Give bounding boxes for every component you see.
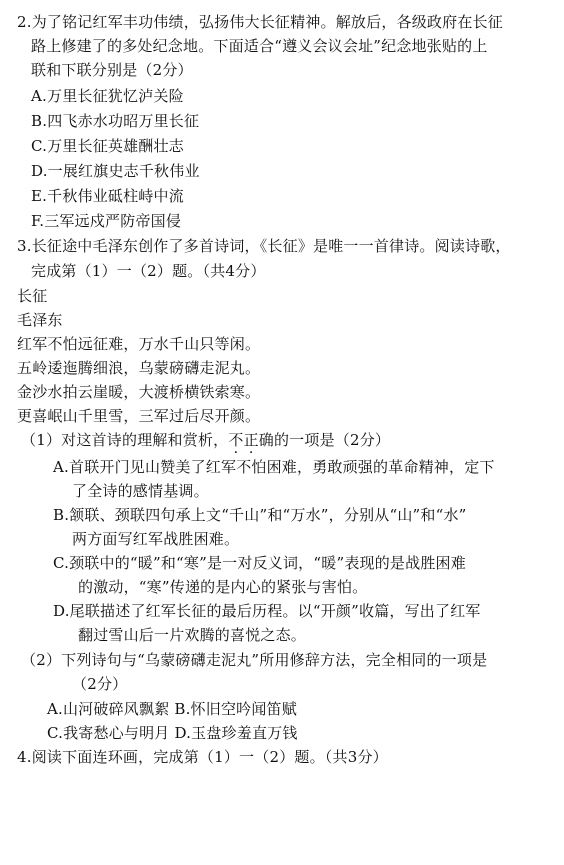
sub2-stem-line-1: （2）下列诗句与“乌蒙磅礴走泥丸”所用修辞方法，完全相同的一项是 — [21, 651, 488, 669]
poem-author: 毛泽东 — [17, 311, 63, 329]
sub2-options-row-1: A.山河破碎风飘絮 B.怀旧空吟闻笛赋 — [47, 700, 297, 718]
q2-option-e: E.千秋伟业砥柱峙中流 — [31, 187, 184, 205]
sub1-stem-before: （1）对这首诗的理解和赏析， — [21, 431, 229, 449]
sub1-stem-after: 确的一项是（2分） — [258, 431, 391, 449]
sub1-stem-emphasis-2: 正 — [243, 431, 259, 449]
sub1-option-b-line-1: B.颔联、颈联四句承上文“千山”和“万水”，分别从“山”和“水” — [53, 506, 467, 524]
sub1-option-a-line-2: 了全诗的感情基调。 — [72, 482, 209, 500]
sub1-option-c-line-1: C.颈联中的“暖”和“寒”是一对反义词，“暖”表现的是战胜困难 — [53, 554, 466, 572]
poem-title: 长征 — [17, 287, 48, 305]
sub1-stem — [21, 430, 390, 450]
q2-option-d: D.一展红旗史志千秋伟业 — [31, 162, 200, 180]
q3-stem-line-1: 3.长征途中毛泽东创作了多首诗词，《长征》是唯一一首律诗。阅读诗歌， — [17, 237, 511, 255]
poem-line-3: 金沙水拍云崖暖，大渡桥横铁索寒。 — [17, 383, 261, 401]
q2-stem-line-3: 联和下联分别是（2分） — [31, 61, 193, 79]
q2-stem-line-1: 2.为了铭记红军丰功伟绩，弘扬伟大长征精神。解放后，各级政府在长征 — [17, 13, 503, 31]
sub1-option-c-line-2: 的激动，“寒”传递的是内心的紧张与害怕。 — [78, 578, 368, 596]
q2-option-c: C.万里长征英雄酬壮志 — [31, 137, 184, 155]
sub1-option-d-line-1: D.尾联描述了红军长征的最后历程。以“开颜”收篇，写出了红军 — [53, 602, 481, 620]
sub2-stem-line-2: （2分） — [72, 675, 128, 693]
sub1-option-d-line-2: 翻过雪山后一片欢腾的喜悦之态。 — [78, 626, 307, 644]
q2-option-a: A.万里长征犹忆泸关险 — [31, 87, 184, 105]
q2-option-f: F.三军远戍严防帝国侵 — [31, 212, 182, 230]
q4-stem: 4.阅读下面连环画，完成第（1）一（2）题。（共3分） — [17, 748, 388, 766]
poem-line-4: 更喜岷山千里雪，三军过后尽开颜。 — [17, 407, 261, 425]
sub2-options-row-2: C.我寄愁心与明月 D.玉盘珍羞直万钱 — [47, 724, 298, 742]
poem-line-2: 五岭逶迤腾细浪，乌蒙磅礴走泥丸。 — [17, 359, 261, 377]
sub1-stem-emphasis-1: 不 — [228, 431, 244, 449]
poem-line-1: 红军不怕远征难，万水千山只等闲。 — [17, 335, 261, 353]
sub1-option-a-line-1: A.首联开门见山赞美了红军不怕困难，勇敢顽强的革命精神，定下 — [53, 458, 495, 476]
q2-option-b: B.四飞赤水功昭万里长征 — [31, 112, 200, 130]
sub1-option-b-line-2: 两方面写红军战胜困难。 — [72, 530, 240, 548]
q3-stem-line-2: 完成第（1）一（2）题。（共4分） — [31, 262, 266, 280]
q2-stem-line-2: 路上修建了的多处纪念地。下面适合“遵义会议会址”纪念地张贴的上 — [31, 37, 488, 55]
